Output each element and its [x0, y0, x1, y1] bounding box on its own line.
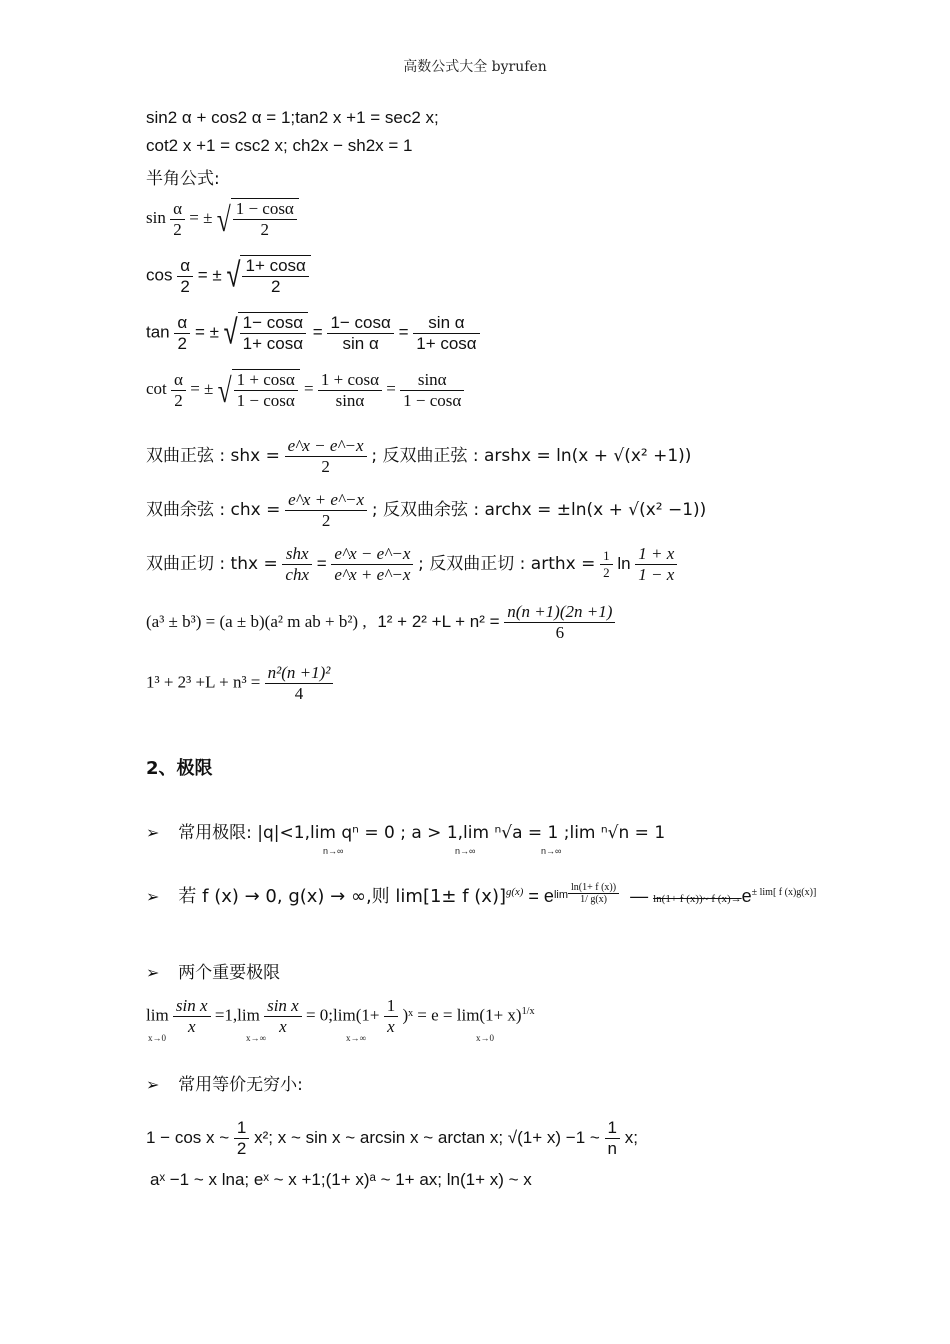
hyperbolic-cosine-line [146, 490, 706, 531]
limit-subscript-1: n→∞ [323, 846, 344, 856]
common-limits-text: 常用极限: |q|<1,lim qⁿ = 0 ; a > 1,lim ⁿ√a = 1 ;lim ⁿ√n = 1 [178, 823, 666, 843]
frac-den: 2 [234, 1138, 249, 1159]
frac-num: ln(1+ f (x)) [571, 882, 617, 893]
exponent: g(x) [506, 886, 524, 898]
rad-den: 2 [233, 219, 297, 240]
rad-den: 2 [242, 276, 308, 297]
frac-den: n [605, 1138, 620, 1159]
frac-num: α [177, 312, 188, 332]
sqrt-symbol: √ $\frac{1+ \cos\alpha}{2}$ [226, 255, 310, 297]
cubes-lhs: 1³ + 2³ +L + n³ = [146, 672, 261, 692]
frac-num: 1 [386, 996, 396, 1015]
equivalents-heading [146, 1070, 303, 1095]
ln-label: ln [617, 553, 631, 573]
cubes-factor: (a³ ± b³) = (a ± b)(a² m ab + b²) , [146, 611, 367, 631]
th-label: 双曲正切 : thx = [146, 553, 278, 574]
frac-den: x [264, 1016, 302, 1037]
equivalents-line-1 [146, 1118, 638, 1159]
lim-sub-1: x→0 [148, 1033, 166, 1043]
equivalents-text: 常用等价无穷小: [178, 1075, 303, 1095]
eq-sign: = ± [197, 265, 222, 285]
half-angle-cot: cot $\frac{\alpha}{2}$ = ± √ $\frac{1 + \cos\alpha}{1 - \cos\alpha}$ = $\frac{1 + \cos\alpha}{\sin\alpha}$ = $\frac{\sin\alpha}{1 - \cos\alpha}$ [146, 369, 464, 411]
frac-den: 2 [171, 390, 186, 411]
general-limit-text: 若 f (x) → 0, g(x) → ∞,则 lim[1± f (x)] [178, 886, 506, 907]
ch-label: 双曲余弦 : chx = [146, 499, 281, 520]
frac-num: 1 [603, 548, 610, 563]
hyperbolic-tangent-line: 双曲正切 : thx = $\frac{\text{shx}}{\text{chx}}$ = $\frac{e\^{}x - e\^{}-x}{e\^{}x + e\^{}-x}$ ; 反双曲正切 : arthx = $\frac{1}{2}$ ln $\frac{1 + x}{1 - x}$ [146, 544, 677, 585]
frac-num: α [173, 198, 183, 218]
frac-num: 1 [607, 1118, 617, 1137]
lim-sub-2: x→∞ [246, 1033, 266, 1043]
frac-num: shx [285, 544, 309, 563]
eq-text: =1,lim [214, 1005, 260, 1025]
sum-of-cubes-line [146, 663, 333, 704]
sqrt-symbol: √ $\frac{1 - \cos\alpha}{2}$ [217, 198, 299, 240]
frac-den: 6 [504, 622, 615, 643]
arch-label: ; 反双曲余弦 : archx = ±ln(x + √(x² −1)) [371, 499, 707, 520]
frac-den: x [173, 1016, 211, 1037]
frac-num: sinα [417, 369, 447, 389]
limit-subscript-3: n→∞ [541, 846, 562, 856]
frac-num: sin α [428, 312, 465, 332]
frac-num: e^x + e^−x [288, 490, 365, 509]
frac-den: 2 [285, 456, 367, 477]
frac-num: 1 + x [638, 544, 675, 563]
important-limits-line [146, 996, 535, 1037]
frac-num: n(n +1)(2n +1) [507, 602, 613, 621]
identity-line-2: cot2 x +1 = csc2 x; ch2x − sh2x = 1 [146, 136, 413, 155]
frac-num: e^x − e^−x [334, 544, 411, 563]
eq-e: = e [528, 886, 554, 906]
frac-den: 1/ g(x) [568, 893, 619, 905]
hyperbolic-sine-line [146, 436, 691, 477]
sqrt-symbol: √ $\frac{1 + \cos\alpha}{1 - \cos\alpha}$ [218, 369, 300, 411]
frac-num: α [180, 255, 191, 275]
lim-label: lim [553, 889, 568, 901]
frac-den: e^x + e^−x [331, 564, 413, 585]
half-angle-cos [146, 255, 311, 297]
frac-num: e^x − e^−x [287, 436, 364, 455]
frac-den: 2 [600, 564, 613, 581]
lim-sub-3: x→∞ [346, 1033, 366, 1043]
frac-den: sin α [327, 333, 393, 354]
frac-num: sin x [175, 996, 208, 1015]
arth-label: ; 反双曲正切 : arthx = [418, 553, 596, 574]
frac-num: n²(n +1)² [267, 663, 331, 682]
limit-subscript-2: n→∞ [455, 846, 476, 856]
frac-num: 1 [236, 1118, 247, 1137]
common-limits-line [146, 818, 665, 843]
sh-label: 双曲正弦 : shx = [146, 445, 280, 466]
cos-label: cos [146, 265, 173, 285]
tan-label: tan [146, 322, 170, 342]
eq-text: 1 − cos x ~ [146, 1127, 230, 1147]
eq-text: x²; x ~ sin x ~ arcsin x ~ arctan x; √(1+ x) −1 ~ [254, 1127, 600, 1147]
frac-den: 2 [285, 510, 367, 531]
dash: — [630, 886, 649, 906]
rad-num: 1− cosα [242, 313, 304, 332]
frac-den: 1 − cosα [400, 390, 464, 411]
exponent: 1/x [521, 1005, 535, 1017]
tail-e: e [741, 886, 752, 906]
eq-sign: = ± [194, 322, 219, 342]
equivalents-line-2: aˣ −1 ~ x lna; eˣ ~ x +1;(1+ x)ᵃ ~ 1+ ax; ln(1+ x) ~ x [150, 1170, 532, 1189]
identity-line-1: sin2 α + cos2 α = 1;tan2 x +1 = sec2 x; [146, 108, 439, 127]
eq-text: )ˣ = e = lim(1+ x) [402, 1005, 522, 1025]
frac-den: 2 [170, 219, 185, 240]
tail-exponent: ± lim[ f (x)g(x)] [751, 887, 817, 898]
cot-label: cot [146, 378, 167, 398]
frac-den: chx [282, 564, 312, 585]
general-limit-line [146, 882, 816, 908]
section-heading-limits: 2、极限 [146, 758, 213, 779]
rad-num: 1+ cosα [245, 256, 306, 275]
half-angle-heading: 半角公式: [146, 169, 220, 189]
frac-den: 2 [177, 276, 193, 297]
squares-lhs: 1² + 2² +L + n² = [377, 611, 500, 631]
sum-of-squares-line [146, 602, 615, 643]
bullet-icon: ➢ [146, 1077, 160, 1094]
frac-den: x [384, 1016, 399, 1037]
bullet-icon: ➢ [146, 965, 160, 982]
frac-num: 1− cosα [330, 312, 391, 332]
lim-label: lim [146, 1005, 169, 1025]
rad-den: 1 − cosα [234, 390, 298, 411]
frac-den: 4 [265, 683, 334, 704]
frac-den: sinα [318, 390, 382, 411]
rad-num: 1 − cosα [235, 199, 294, 218]
sin-label: sin [146, 207, 166, 227]
rad-num: 1 + cosα [236, 370, 295, 389]
bullet-icon: ➢ [146, 889, 160, 906]
two-limits-text: 两个重要极限 [178, 963, 281, 983]
frac-num: sin x [267, 996, 299, 1015]
rad-den: 1+ cosα [240, 333, 306, 354]
arsh-label: ; 反双曲正弦 : arshx = ln(x + √(x² +1)) [371, 445, 692, 466]
bullet-icon: ➢ [146, 825, 160, 842]
eq-sign: = ± [189, 207, 213, 227]
frac-den: 1+ cosα [413, 333, 479, 354]
eq-text: = 0;lim(1+ [305, 1005, 380, 1025]
eq-text: x; [624, 1127, 638, 1147]
half-angle-tan: tan $\frac{\alpha}{2}$ = ± √ $\frac{1- \cos\alpha}{1+ \cos\alpha}$ = $\frac{1- \cos\alpha}{\text{sin α}}$ = $\frac{\text{sin α}}{1+ \cos\alpha}$ [146, 312, 480, 354]
frac-num: α [174, 369, 183, 389]
sqrt-symbol: √ $\frac{1- \cos\alpha}{1+ \cos\alpha}$ [224, 312, 308, 354]
frac-den: 2 [174, 333, 190, 354]
page-header: 高数公式大全 byrufen [403, 59, 547, 75]
two-limits-heading [146, 958, 280, 983]
struck-text: ln(1+ f (x))~ f (x)→ [653, 893, 742, 905]
eq-sign: = ± [190, 378, 214, 398]
frac-den: 1 − x [635, 564, 677, 585]
frac-num: 1 + cosα [320, 369, 380, 389]
half-angle-sin [146, 198, 299, 240]
lim-sub-4: x→0 [476, 1033, 494, 1043]
